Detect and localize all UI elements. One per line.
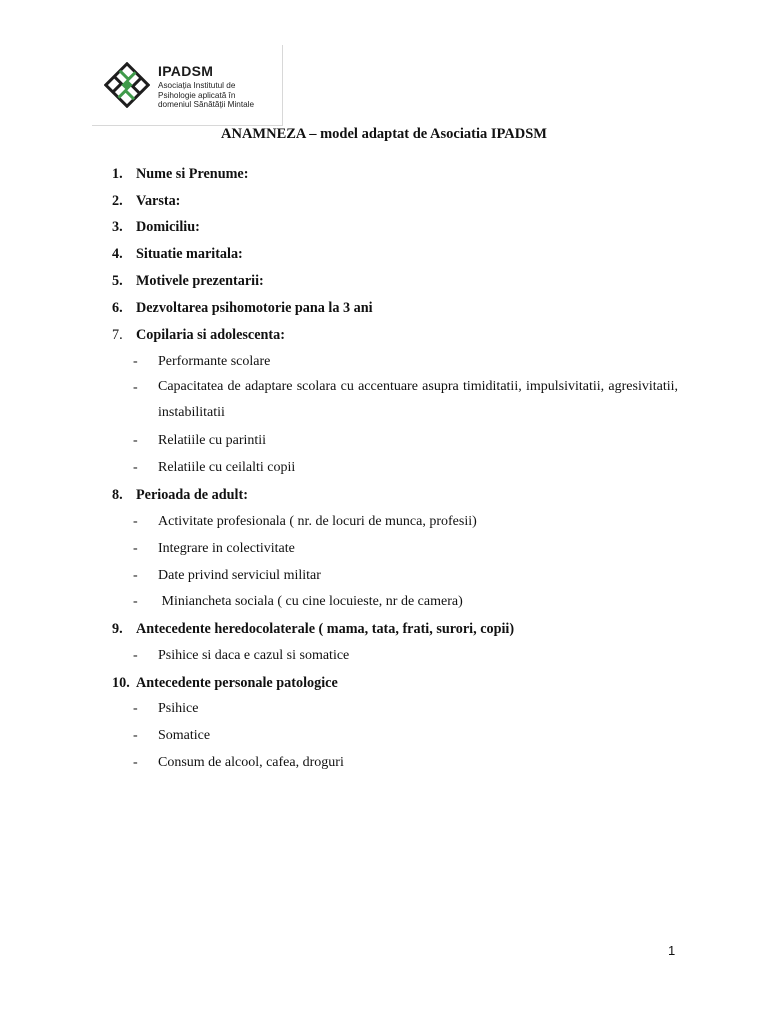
logo-subtitle-line: Asociația Institutul de	[158, 81, 236, 90]
list-item	[112, 487, 248, 504]
dash-marker: -	[133, 541, 138, 556]
sub-item-text: Integrare in colectivitate	[158, 541, 295, 556]
sub-item	[133, 433, 266, 449]
sub-item-text: Psihice	[158, 701, 199, 716]
dash-marker: -	[133, 433, 138, 448]
item-label: Perioada de adult:	[136, 487, 248, 503]
item-number: 7.	[112, 327, 123, 343]
item-label: Dezvoltarea psihomotorie pana la 3 ani	[136, 300, 373, 316]
sub-item	[133, 514, 477, 530]
sub-item-text: Consum de alcool, cafea, droguri	[158, 755, 344, 770]
dash-marker: -	[133, 648, 138, 663]
sub-item	[133, 594, 463, 610]
logo-subtitle-line: Psihologie aplicată în	[158, 90, 236, 100]
sub-item	[133, 541, 295, 557]
item-label: Domiciliu:	[136, 219, 200, 235]
sub-item-text: Performante scolare	[158, 354, 271, 369]
list-item	[112, 193, 180, 210]
item-label: Antecedente personale patologice	[136, 675, 338, 691]
ipadsm-logo-icon	[104, 62, 150, 108]
logo-subtitle	[158, 81, 280, 110]
item-number: 10.	[112, 675, 130, 691]
list-item	[112, 621, 514, 638]
item-label: Antecedente heredocolaterale ( mama, tata, frati, surori, copii)	[136, 621, 515, 637]
dash-marker: -	[133, 755, 138, 770]
dash-marker: -	[133, 701, 138, 716]
sub-item	[133, 648, 349, 664]
item-number: 5.	[112, 273, 123, 289]
sub-item-text: Capacitatea de adaptare scolara cu accentuare asupra timiditatii, impulsivitatii, agresivitatii, instabilitatii	[158, 379, 678, 420]
list-item	[112, 675, 338, 692]
sub-item	[133, 354, 270, 370]
item-label: Varsta:	[136, 193, 181, 209]
item-number: 3.	[112, 219, 123, 235]
dash-marker: -	[133, 380, 138, 395]
sub-item-text: Date privind serviciul militar	[158, 568, 321, 583]
item-number: 9.	[112, 621, 123, 637]
dash-marker: -	[133, 514, 138, 529]
logo-name: IPADSM	[158, 63, 214, 79]
sub-item	[133, 568, 321, 584]
dash-marker: -	[133, 728, 138, 743]
sub-item-text: Relatiile cu parintii	[158, 433, 267, 448]
item-label: Motivele prezentarii:	[136, 273, 264, 289]
item-label: Nume si Prenume:	[136, 166, 249, 182]
sub-item-text: Psihice si daca e cazul si somatice	[158, 648, 350, 663]
list-item	[112, 273, 264, 290]
logo-header	[92, 45, 283, 126]
item-number: 8.	[112, 487, 123, 503]
sub-item-text: Activitate profesionala ( nr. de locuri de munca, profesii)	[158, 514, 477, 529]
item-number: 1.	[112, 166, 123, 182]
item-number: 6.	[112, 300, 123, 316]
list-item	[112, 246, 243, 263]
list-item	[112, 166, 248, 183]
sub-item-text: Somatice	[158, 728, 211, 743]
sub-item	[133, 755, 344, 771]
document-title: ANAMNEZA – model adaptat de Asociatia IPADSM	[221, 126, 547, 142]
sub-item-text: Miniancheta sociala ( cu cine locuieste, nr de camera)	[158, 594, 463, 609]
sub-item	[133, 728, 210, 744]
sub-item	[133, 380, 158, 396]
list-item	[112, 327, 285, 344]
item-label: Copilaria si adolescenta:	[136, 327, 285, 343]
dash-marker: -	[133, 460, 138, 475]
sub-item-text: Relatiile cu ceilalti copii	[158, 460, 296, 475]
item-label: Situatie maritala:	[136, 246, 243, 262]
page-number: 1	[668, 943, 676, 958]
sub-item	[133, 701, 198, 717]
dash-marker: -	[133, 568, 138, 583]
item-number: 4.	[112, 246, 123, 262]
logo-subtitle-line: domeniul Sănătății Mintale	[158, 100, 255, 110]
dash-marker: -	[133, 354, 138, 369]
sub-item	[133, 460, 295, 476]
item-number: 2.	[112, 193, 123, 209]
dash-marker: -	[133, 594, 138, 609]
list-item	[112, 219, 200, 236]
list-item	[112, 300, 373, 317]
